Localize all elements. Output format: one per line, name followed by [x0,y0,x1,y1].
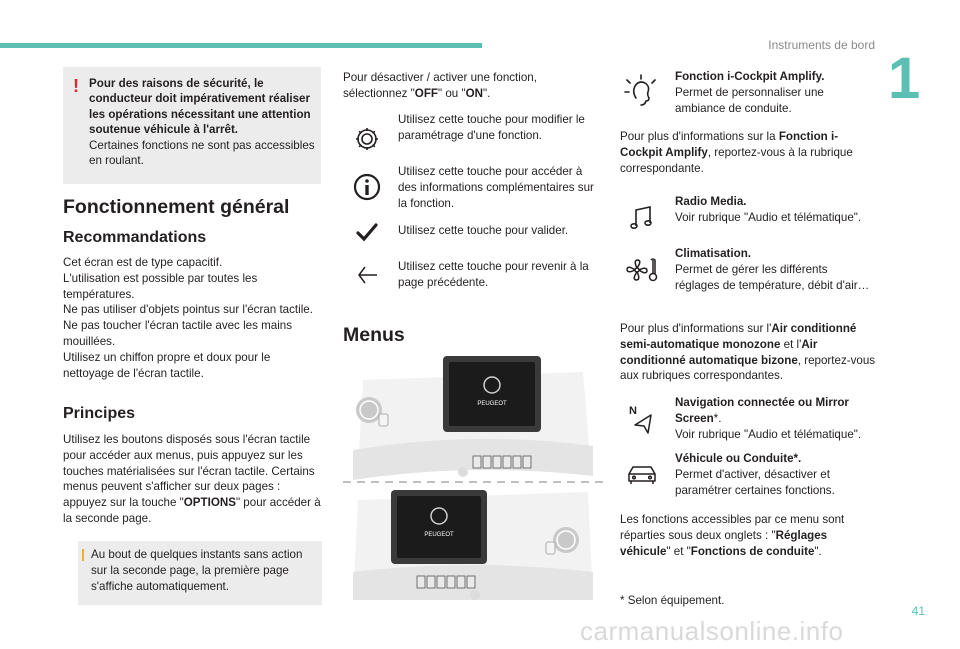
tabs-note-bold-1: Réglages véhicule [620,528,828,558]
recommandations-text [63,255,323,381]
general-title: Fonctionnement général [63,196,290,218]
amplify-note-bold: Fonction i-Cockpit Amplify [620,130,839,159]
svg-text:N: N [629,405,637,417]
principes-text [63,432,323,527]
radio-description: Voir rubrique "Audio et télématique". [675,210,862,224]
vehicle-title: Véhicule ou Conduite*. [675,452,802,465]
recommandations-title: Recommandations [63,229,207,246]
tabs-note-bold-2: Fonctions de conduite [690,544,815,558]
dashboard-illustration [343,350,605,608]
nav-title: Navigation connectée ou Mirror Screen [675,396,849,425]
warning-icon: ! [73,76,79,96]
header-accent-bar [0,43,482,48]
recommandation-line: L'utilisation est possible par toutes les températures. [63,271,258,301]
tabs-note-end: ". [814,544,822,558]
radio-media-icon [629,204,665,240]
menu-nav-text: Navigation connectée ou Mirror Screen*. Voir rubrique "Audio et télématique". [675,396,862,441]
nav-description: Voir rubrique "Audio et télématique". [675,427,862,441]
clim-note-start: Pour plus d'informations sur l' [620,322,772,335]
back-arrow-icon [356,264,390,294]
amplify-note-start: Pour plus d'informations sur la [620,130,779,143]
clim-title: Climatisation. [675,247,752,260]
recommandation-line: Cet écran est de type capacitif. [63,256,223,269]
recommandation-line: Utilisez un chiffon propre et doux pour le nettoyage de l'écran tactile. [63,350,271,380]
amplify-note [620,129,880,176]
tabs-note-mid: " et " [666,544,691,558]
climatisation-icon [625,256,661,292]
info-marker-icon [82,549,84,561]
warning-normal-text: Certaines fonctions ne sont pas accessibles en roulant. [89,138,315,168]
footnote: * Selon équipement. [620,594,725,607]
clim-note-bold-2: Air conditionné automatique bizone [620,337,818,367]
toggle-text-start: Pour désactiver / activer une fonction, sélectionnez " [343,71,537,100]
brand-label-top: PEUGEOT [477,401,507,407]
menu-vehicle-text [675,451,875,498]
key-settings-text: Utilisez cette touche pour modifier le paramétrage d'une fonction. [398,113,585,142]
info-note-text: Au bout de quelques instants sans action sur la seconde page, la première page s'affiche automatiquement. [91,548,303,593]
amplify-description: Permet de personnaliser une ambiance de conduite. [675,85,824,115]
toggle-instructions [343,70,603,102]
menu-radio-text [675,194,875,226]
off-label: OFF [414,86,438,100]
principes-text-end: " pour accéder à la seconde page. [63,496,321,525]
clim-note-end: , reportez-vous aux rubriques correspondantes. [620,353,876,383]
warning-bold-text: Pour des raisons de sécurité, le conducteur doit impérativement réaliser les opérations nécessitant une attention soutenue véhicule à l'arrêt. [89,77,311,137]
section-title: Instruments de bord [768,38,875,52]
on-label: ON [465,86,483,100]
nav-asterisk: * [713,411,719,425]
menu-clim-text [675,246,875,293]
vehicle-icon [626,462,662,498]
i-cockpit-amplify-icon [623,74,659,110]
radio-title: Radio Media. [675,195,747,208]
tabs-note [620,512,878,559]
tabs-note-start: Les fonctions accessibles par ce menu sont réparties sous deux onglets : " [620,513,845,542]
toggle-text-end: ". [482,86,491,100]
page-number: 41 [911,604,925,618]
brand-label-bottom: PEUGEOT [424,532,454,538]
clim-note-mid: et l' [780,337,802,351]
info-icon [351,171,385,201]
principes-title: Principes [63,405,136,422]
key-back-text: Utilisez cette touche pour revenir à la page précédente. [398,260,589,289]
checkmark-icon [356,222,390,252]
amplify-note-end: , reportez-vous à la rubrique correspondante. [620,145,853,175]
recommandation-line: Ne pas toucher l'écran tactile avec les mains mouillées. [63,319,293,348]
menu-amplify-text [675,69,875,116]
vehicle-description: Permet d'activer, désactiver et paramétrer certaines fonctions. [675,467,835,497]
toggle-text-mid: " ou " [437,86,466,100]
key-info-text: Utilisez cette touche pour accéder à des informations complémentaires sur la fonction. [398,165,594,210]
watermark: carmanualsonline.info [580,616,844,646]
clim-note [620,321,878,384]
recommandation-line: Ne pas utiliser d'objets pointus sur l'écran tactile. [63,303,313,317]
clim-note-bold-1: Air conditionné semi-automatique monozone [620,322,857,351]
principes-text-start: Utilisez les boutons disposés sous l'écran tactile pour accéder aux menus, puis appuyez sur les touches matérialisées sur l'écran tactile. Certains menus peuvent s'afficher sur deux pages : appuyez sur la touche " [63,433,315,510]
options-label: OPTIONS [183,496,236,510]
chapter-number: 1 [888,46,921,111]
key-validate-text: Utilisez cette touche pour valider. [398,224,569,237]
safety-warning-text [89,76,319,168]
clim-description: Permet de gérer les différents réglages de température, débit d'air… [675,262,870,292]
amplify-title: Fonction i-Cockpit Amplify. [675,70,825,83]
menus-title: Menus [343,324,405,346]
settings-gear-icon [350,122,384,152]
navigation-icon [627,403,663,439]
